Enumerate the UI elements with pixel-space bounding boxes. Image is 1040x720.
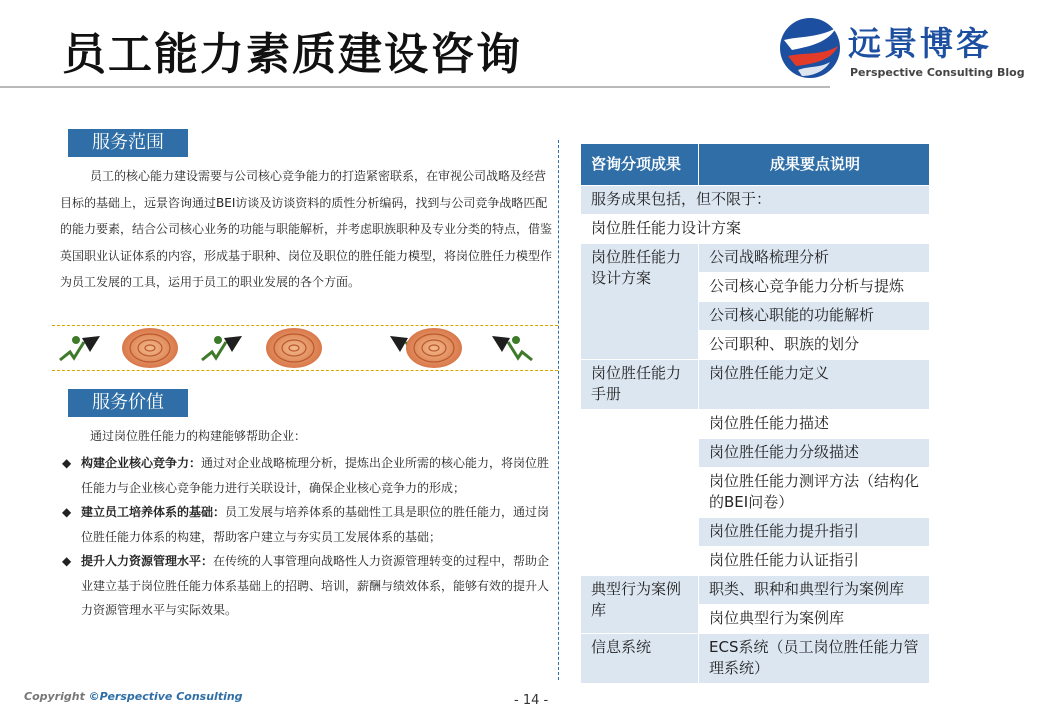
page-number: - 14 - (514, 693, 549, 708)
table-cell: 公司战略梳理分析 (699, 244, 930, 273)
copyright-prefix: Copyright (24, 690, 89, 703)
value-section-tag: 服务价值 (68, 389, 188, 417)
value-bullet (62, 451, 550, 500)
value-bullet-list (62, 451, 550, 623)
copyright-notice (24, 690, 243, 703)
table-row (581, 215, 930, 244)
value-bullet (62, 500, 550, 549)
table-row (581, 634, 930, 684)
logo-english-name: Perspective Consulting Blog (850, 66, 1025, 79)
table-cell: 岗位胜任能力定义 (699, 360, 930, 410)
value-intro: 通过岗位胜任能力的构建能够帮助企业： (90, 429, 307, 443)
scope-text: 员工的核心能力建设需要与公司核心竞争能力的打造紧密联系，在审视公司战略及经营目标的基础上，远景咨询通过BEI访谈及访谈资料的质性分析编码，找到与公司竞争战略匹配的能力要素，结合公司核心业务的功能与职能解析，并考虑职族职种及专业分类的特点，借鉴英国职业认证体系的内容，形成基于职种、岗位及职位的胜任能力模型，将岗位胜任力模型作为员工发展的工具，运用于员工的职业发展的各个方面。 (60, 169, 553, 289)
bullet-heading: 构建企业核心竞争力： (81, 456, 202, 470)
page-title: 员工能力素质建设咨询 (62, 29, 522, 80)
table-cell: 岗位胜任能力分级描述 (699, 439, 930, 468)
table-row (581, 244, 930, 273)
company-logo (778, 16, 1030, 84)
column-divider (558, 140, 559, 680)
deliverables-table (580, 143, 930, 684)
table-cell: 岗位胜任能力测评方法（结构化的BEI问卷） (699, 468, 930, 518)
table-intro-cell: 服务成果包括，但不限于： (581, 186, 930, 215)
bullet-body: 员工发展与培养体系的基础性工具是职位的胜任能力，通过岗位胜任能力体系的构建，帮助客户建立与夯实员工发展体系的基础； (81, 505, 550, 544)
table-cell: 岗位胜任能力认证指引 (699, 547, 930, 576)
table-cell: ECS系统（员工岗位胜任能力管理系统） (699, 634, 930, 684)
diamond-bullet-icon: ◆ (62, 505, 72, 519)
value-bullet (62, 549, 550, 623)
table-plan-cell: 岗位胜任能力设计方案 (581, 215, 930, 244)
table-row (581, 186, 930, 215)
diamond-bullet-icon: ◆ (62, 456, 72, 470)
table-row (581, 360, 930, 410)
table-cell: 公司核心竞争能力分析与提炼 (699, 273, 930, 302)
logo-chinese-name: 远景博客 (848, 24, 992, 63)
table-row (581, 410, 930, 439)
group-label-design: 岗位胜任能力设计方案 (581, 244, 699, 360)
scope-section-tag: 服务范围 (68, 129, 188, 157)
table-cell: 岗位典型行为案例库 (699, 605, 930, 634)
group-label-manual: 岗位胜任能力手册 (581, 360, 699, 410)
table-header-col1: 咨询分项成果 (581, 144, 699, 186)
decorative-banner (52, 325, 558, 371)
decorative-banner-graphic (52, 326, 558, 370)
table-row (581, 576, 930, 605)
diamond-bullet-icon: ◆ (62, 554, 72, 568)
copyright-brand: ©Perspective Consulting (88, 690, 243, 703)
bullet-body: 通过对企业战略梳理分析，提炼出企业所需的核心能力，将岗位胜任能力与企业核心竞争能力进行关联设计，确保企业核心竞争力的形成； (81, 456, 550, 495)
group-label-manual-continued (581, 410, 699, 576)
table-cell: 职类、职种和典型行为案例库 (699, 576, 930, 605)
scope-paragraph (60, 163, 552, 296)
bullet-body: 在传统的人事管理向战略性人力资源管理转变的过程中，帮助企业建立基于岗位胜任能力体系基础上的招聘、培训，薪酬与绩效体系，能够有效的提升人力资源管理水平与实际效果。 (81, 554, 550, 617)
table-cell: 公司职种、职族的划分 (699, 331, 930, 360)
table-header-row (581, 144, 930, 186)
table-header-col2: 成果要点说明 (699, 144, 930, 186)
group-label-cases: 典型行为案例库 (581, 576, 699, 634)
bullet-heading: 提升人力资源管理水平： (81, 554, 214, 568)
bullet-heading: 建立员工培养体系的基础： (81, 505, 226, 519)
logo-globe-icon (778, 16, 842, 80)
group-label-system: 信息系统 (581, 634, 699, 684)
table-cell: 岗位胜任能力描述 (699, 410, 930, 439)
title-divider (0, 86, 830, 88)
table-cell: 公司核心职能的功能解析 (699, 302, 930, 331)
table-cell: 岗位胜任能力提升指引 (699, 518, 930, 547)
